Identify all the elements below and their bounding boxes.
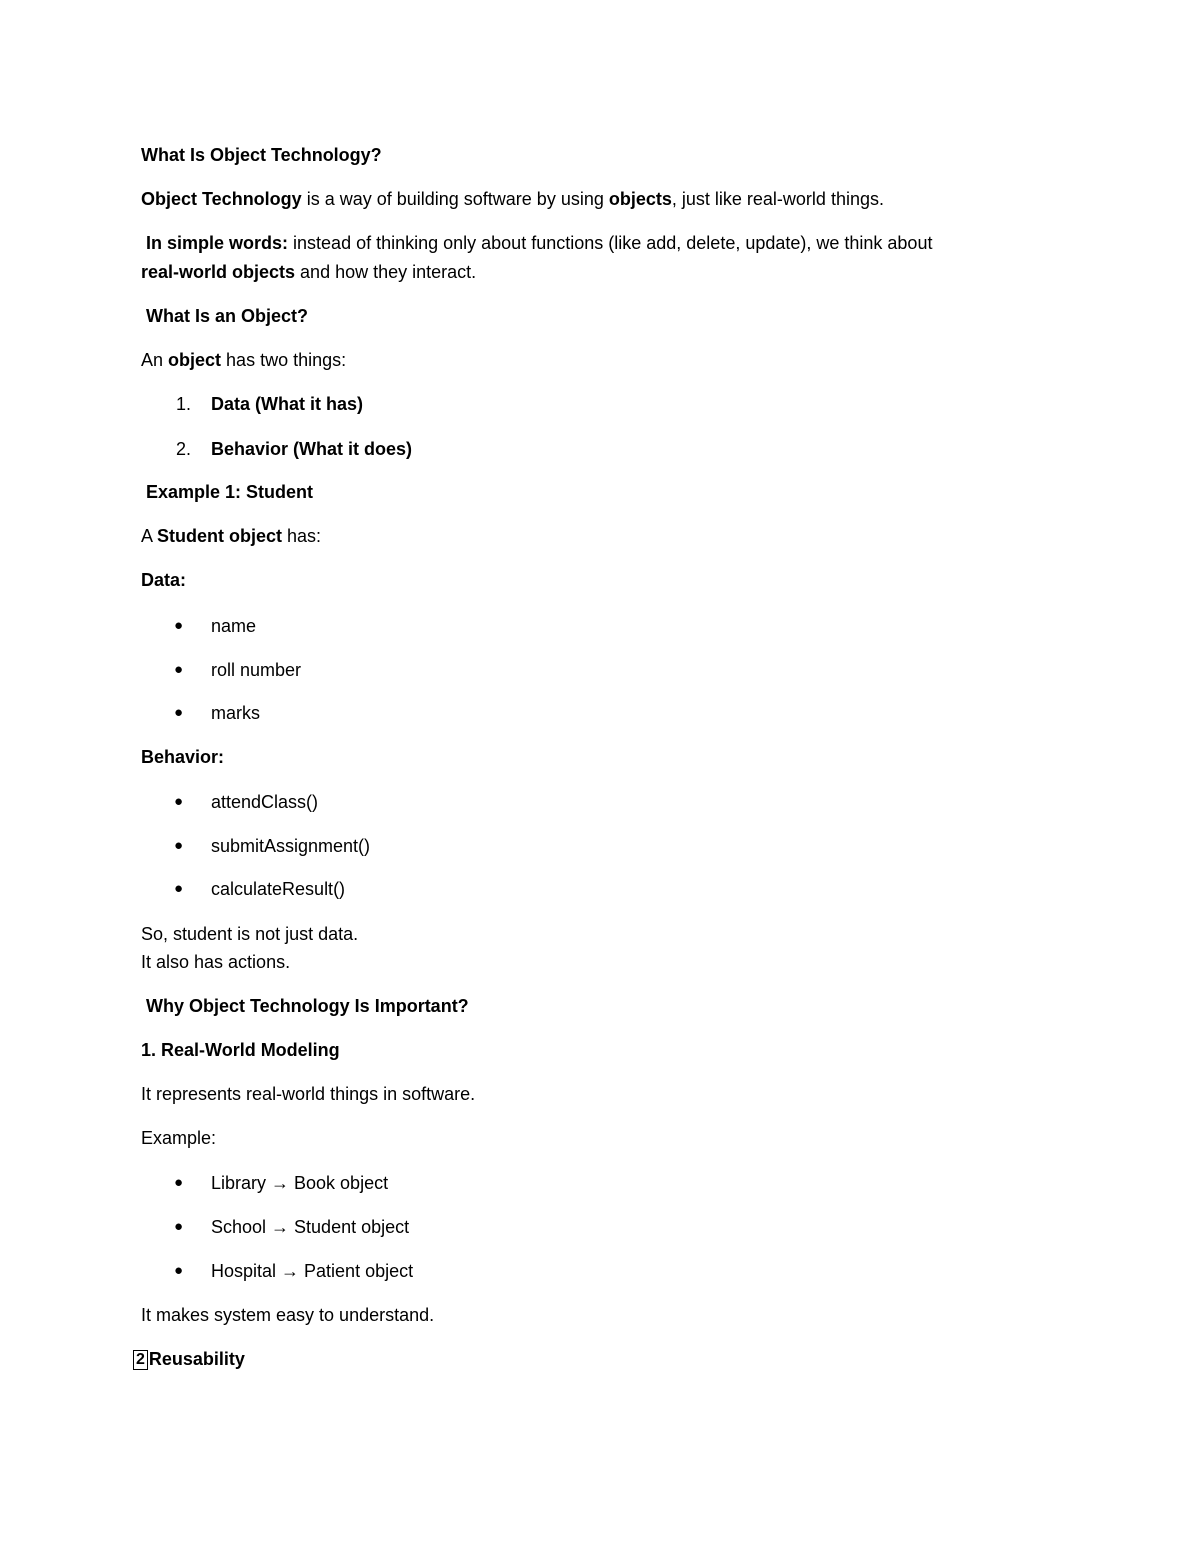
- text-run: , just like real-world things.: [671, 189, 884, 209]
- bullet-icon: ●: [174, 661, 184, 678]
- subheading-reusability: [133, 1347, 245, 1371]
- text-run: and how they interact.: [295, 262, 477, 282]
- paragraph-object-intro: [141, 348, 346, 372]
- text-run: instead of thinking only about functions (like add, delete, update), we think about: [288, 233, 933, 253]
- list-item-submit-assignment: submitAssignment(): [211, 836, 371, 856]
- paragraph-simple-words-line1: [146, 231, 932, 255]
- list-item-behavior: Behavior (What it does): [211, 439, 413, 459]
- text-run: An: [141, 350, 169, 370]
- heading-why-important: Why Object Technology Is Important?: [146, 996, 469, 1016]
- text-run: A: [141, 526, 158, 546]
- paragraph-simple-words-line2: [141, 260, 476, 284]
- heading-what-is-an-object: What Is an Object?: [146, 306, 309, 326]
- bullet-icon: ●: [174, 617, 184, 634]
- paragraph-easy-to-understand: It makes system easy to understand.: [141, 1305, 435, 1325]
- term-in-simple-words: In simple words:: [146, 233, 289, 253]
- list-item-school: School → Student object: [211, 1217, 410, 1237]
- term-object: object: [168, 350, 222, 370]
- list-item-data: Data (What it has): [211, 394, 364, 414]
- bullet-icon: ●: [174, 793, 184, 810]
- list-number: 2.: [176, 439, 192, 459]
- term-student-object: Student object: [157, 526, 283, 546]
- bullet-icon: ●: [174, 1218, 184, 1235]
- paragraph-definition: [141, 187, 884, 211]
- text-run: has:: [282, 526, 322, 546]
- list-item-library: Library → Book object: [211, 1173, 389, 1193]
- text-run: has two things:: [221, 350, 347, 370]
- term-real-world-objects: real-world objects: [141, 262, 296, 282]
- bullet-icon: ●: [174, 880, 184, 897]
- label-data: Data:: [141, 570, 187, 590]
- text-run: is a way of building software by using: [301, 189, 609, 209]
- list-item-marks: marks: [211, 703, 260, 723]
- list-item-hospital: Hospital → Patient object: [211, 1261, 414, 1281]
- paragraph-student-intro: [141, 524, 321, 548]
- list-item-calculate-result: calculateResult(): [211, 879, 346, 899]
- term-objects: objects: [608, 189, 672, 209]
- bullet-icon: ●: [174, 704, 184, 721]
- label-behavior: Behavior:: [141, 747, 225, 767]
- bullet-icon: ●: [174, 1262, 184, 1279]
- list-item-name: name: [211, 616, 257, 636]
- bullet-icon: ●: [174, 837, 184, 854]
- list-item-attend-class: attendClass(): [211, 792, 319, 812]
- paragraph-summary-line2: It also has actions.: [141, 952, 291, 972]
- label-example: Example:: [141, 1128, 217, 1148]
- list-number: 1.: [176, 394, 192, 414]
- bullet-icon: ●: [174, 1174, 184, 1191]
- paragraph-represents: It represents real-world things in software.: [141, 1084, 476, 1104]
- heading-example-student: Example 1: Student: [146, 482, 314, 502]
- number-box-icon: 2: [133, 1350, 148, 1370]
- term-object-technology: Object Technology: [141, 189, 302, 209]
- list-item-roll-number: roll number: [211, 660, 302, 680]
- heading-what-is-object-technology: What Is Object Technology?: [141, 145, 382, 165]
- subheading-real-world-modeling: 1. Real-World Modeling: [141, 1040, 340, 1060]
- paragraph-summary-line1: So, student is not just data.: [141, 924, 359, 944]
- subheading-reusability-label: Reusability: [148, 1349, 245, 1369]
